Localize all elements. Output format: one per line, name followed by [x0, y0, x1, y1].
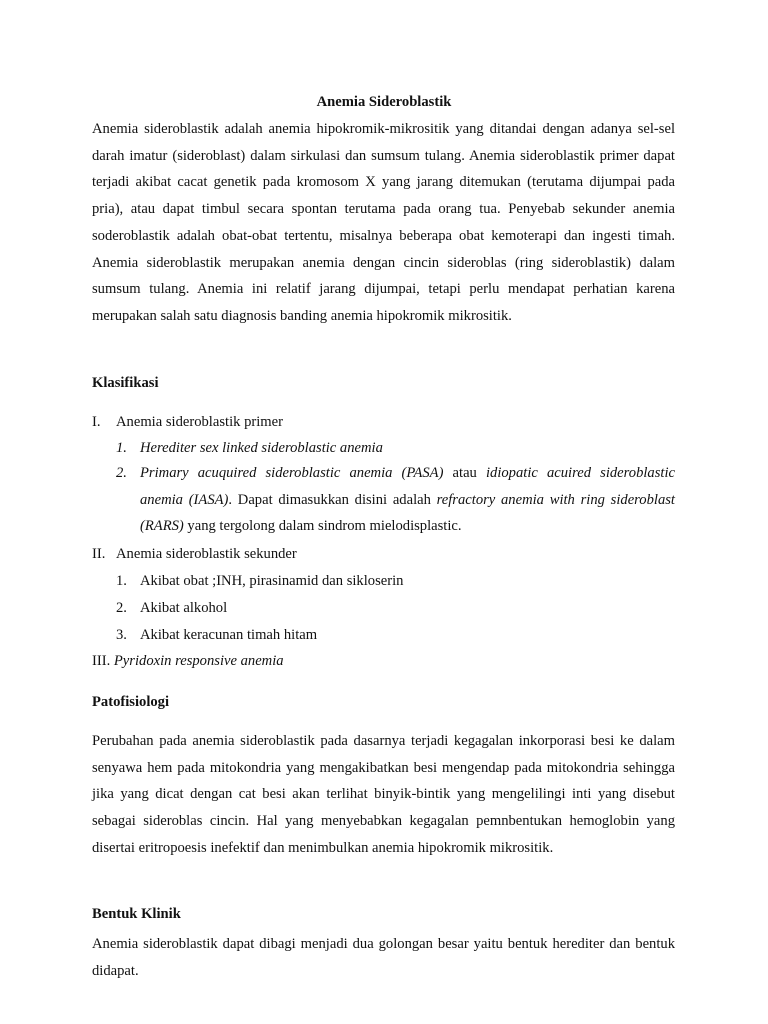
- rars-term: refractory anemia with ring sideroblast (RARS): [140, 491, 675, 535]
- intro-paragraph: Anemia sideroblastik adalah anemia hipokromik-mikrositik yang ditandai dengan adanya sel-sel darah imatur (sideroblast) dalam sirkulasi dan sumsum tulang. Anemia sideroblastik primer dapat terjadi akibat cacat genetik pada kromosom X yang jarang ditemukan (terutama dijumpai pada pria), atau dapat timbul secara spontan terutama pada orang tua. Penyebab sekunder anemia soderoblastik adalah obat-obat tertentu, misalnya beberapa obat kemoterapi dan ingesti timah. Anemia sideroblastik merupakan anemia dengan cincin sideroblas (ring sideroblastik) dalam sumsum tulang. Anemia ini relatif jarang dijumpai, tetapi perlu mendapat perhatian karena merupakan salah satu diagnosis banding anemia hipokromik mikrositik.: [92, 121, 675, 324]
- item-2-tail: yang tergolong dalam sindrom mielodisplastic.: [183, 518, 462, 535]
- list-item-number: 3.: [116, 627, 127, 643]
- group-1-item-1: [116, 438, 383, 458]
- classification-group-1: [92, 412, 283, 432]
- klasifikasi-heading: Klasifikasi: [92, 375, 159, 391]
- patofisiologi-paragraph: Perubahan pada anemia sideroblastik pada dasarnya terjadi kegagalan inkorporasi besi ke dalam senyawa hem pada mitokondria yang mengakibatkan besi mengendap pada mitokondria sehingga jika yang dicat dengan cat besi akan terlihat binyik-bintik yang mengelilingi inti yang disebut sebagai sideroblas cincin. Hal yang menyebabkan kegagalan pemnbentukan hemoglobin yang disertai eritropoesis inefektif dan menimbulkan anemia hipokromik mikrositik.: [92, 733, 675, 856]
- list-item: [116, 625, 317, 645]
- pasa-term: Primary acuquired sideroblastic anemia (PASA): [140, 465, 444, 481]
- bentuk-klinik-paragraph: Anemia sideroblastik dapat dibagi menjadi dua golongan besar yaitu bentuk herediter dan bentuk didapat.: [92, 936, 675, 979]
- group-1-item-1-number: 1.: [116, 440, 127, 456]
- list-item-number: 1.: [116, 573, 127, 589]
- list-item: [116, 571, 403, 591]
- group-1-item-2-number: 2.: [116, 465, 127, 481]
- list-item-text: Akibat alkohol: [140, 600, 228, 616]
- list-item-text: Akibat keracunan timah hitam: [140, 627, 318, 643]
- group-2-label: Anemia sideroblastik sekunder: [116, 546, 297, 562]
- group-3-numeral: III.: [92, 653, 111, 669]
- list-item-number: 2.: [116, 600, 127, 616]
- group-1-item-1-text: Herediter sex linked sideroblastic anemia: [140, 440, 383, 456]
- item-2-connector: atau: [443, 465, 486, 481]
- classification-group-2: [92, 544, 297, 564]
- item-2-note: . Dapat dimasukkan disini adalah: [228, 491, 437, 508]
- group-1-numeral: I.: [92, 414, 101, 430]
- group-3-label: Pyridoxin responsive anemia: [113, 653, 284, 669]
- group-1-label: Anemia sideroblastik primer: [116, 414, 283, 430]
- list-item: [116, 598, 227, 618]
- document-title: Anemia Sideroblastik: [316, 94, 452, 110]
- bentuk-klinik-heading: Bentuk Klinik: [92, 906, 181, 922]
- group-1-item-2: [116, 460, 675, 540]
- group-2-numeral: II.: [92, 546, 106, 562]
- patofisiologi-heading: Patofisiologi: [92, 694, 170, 710]
- classification-group-3: [92, 651, 284, 671]
- list-item-text: Akibat obat ;INH, pirasinamid dan sikloserin: [140, 573, 404, 589]
- iasa-term: idiopatic acuired sideroblastic anemia (IASA): [140, 465, 675, 508]
- group-1-item-2-text: [140, 460, 675, 540]
